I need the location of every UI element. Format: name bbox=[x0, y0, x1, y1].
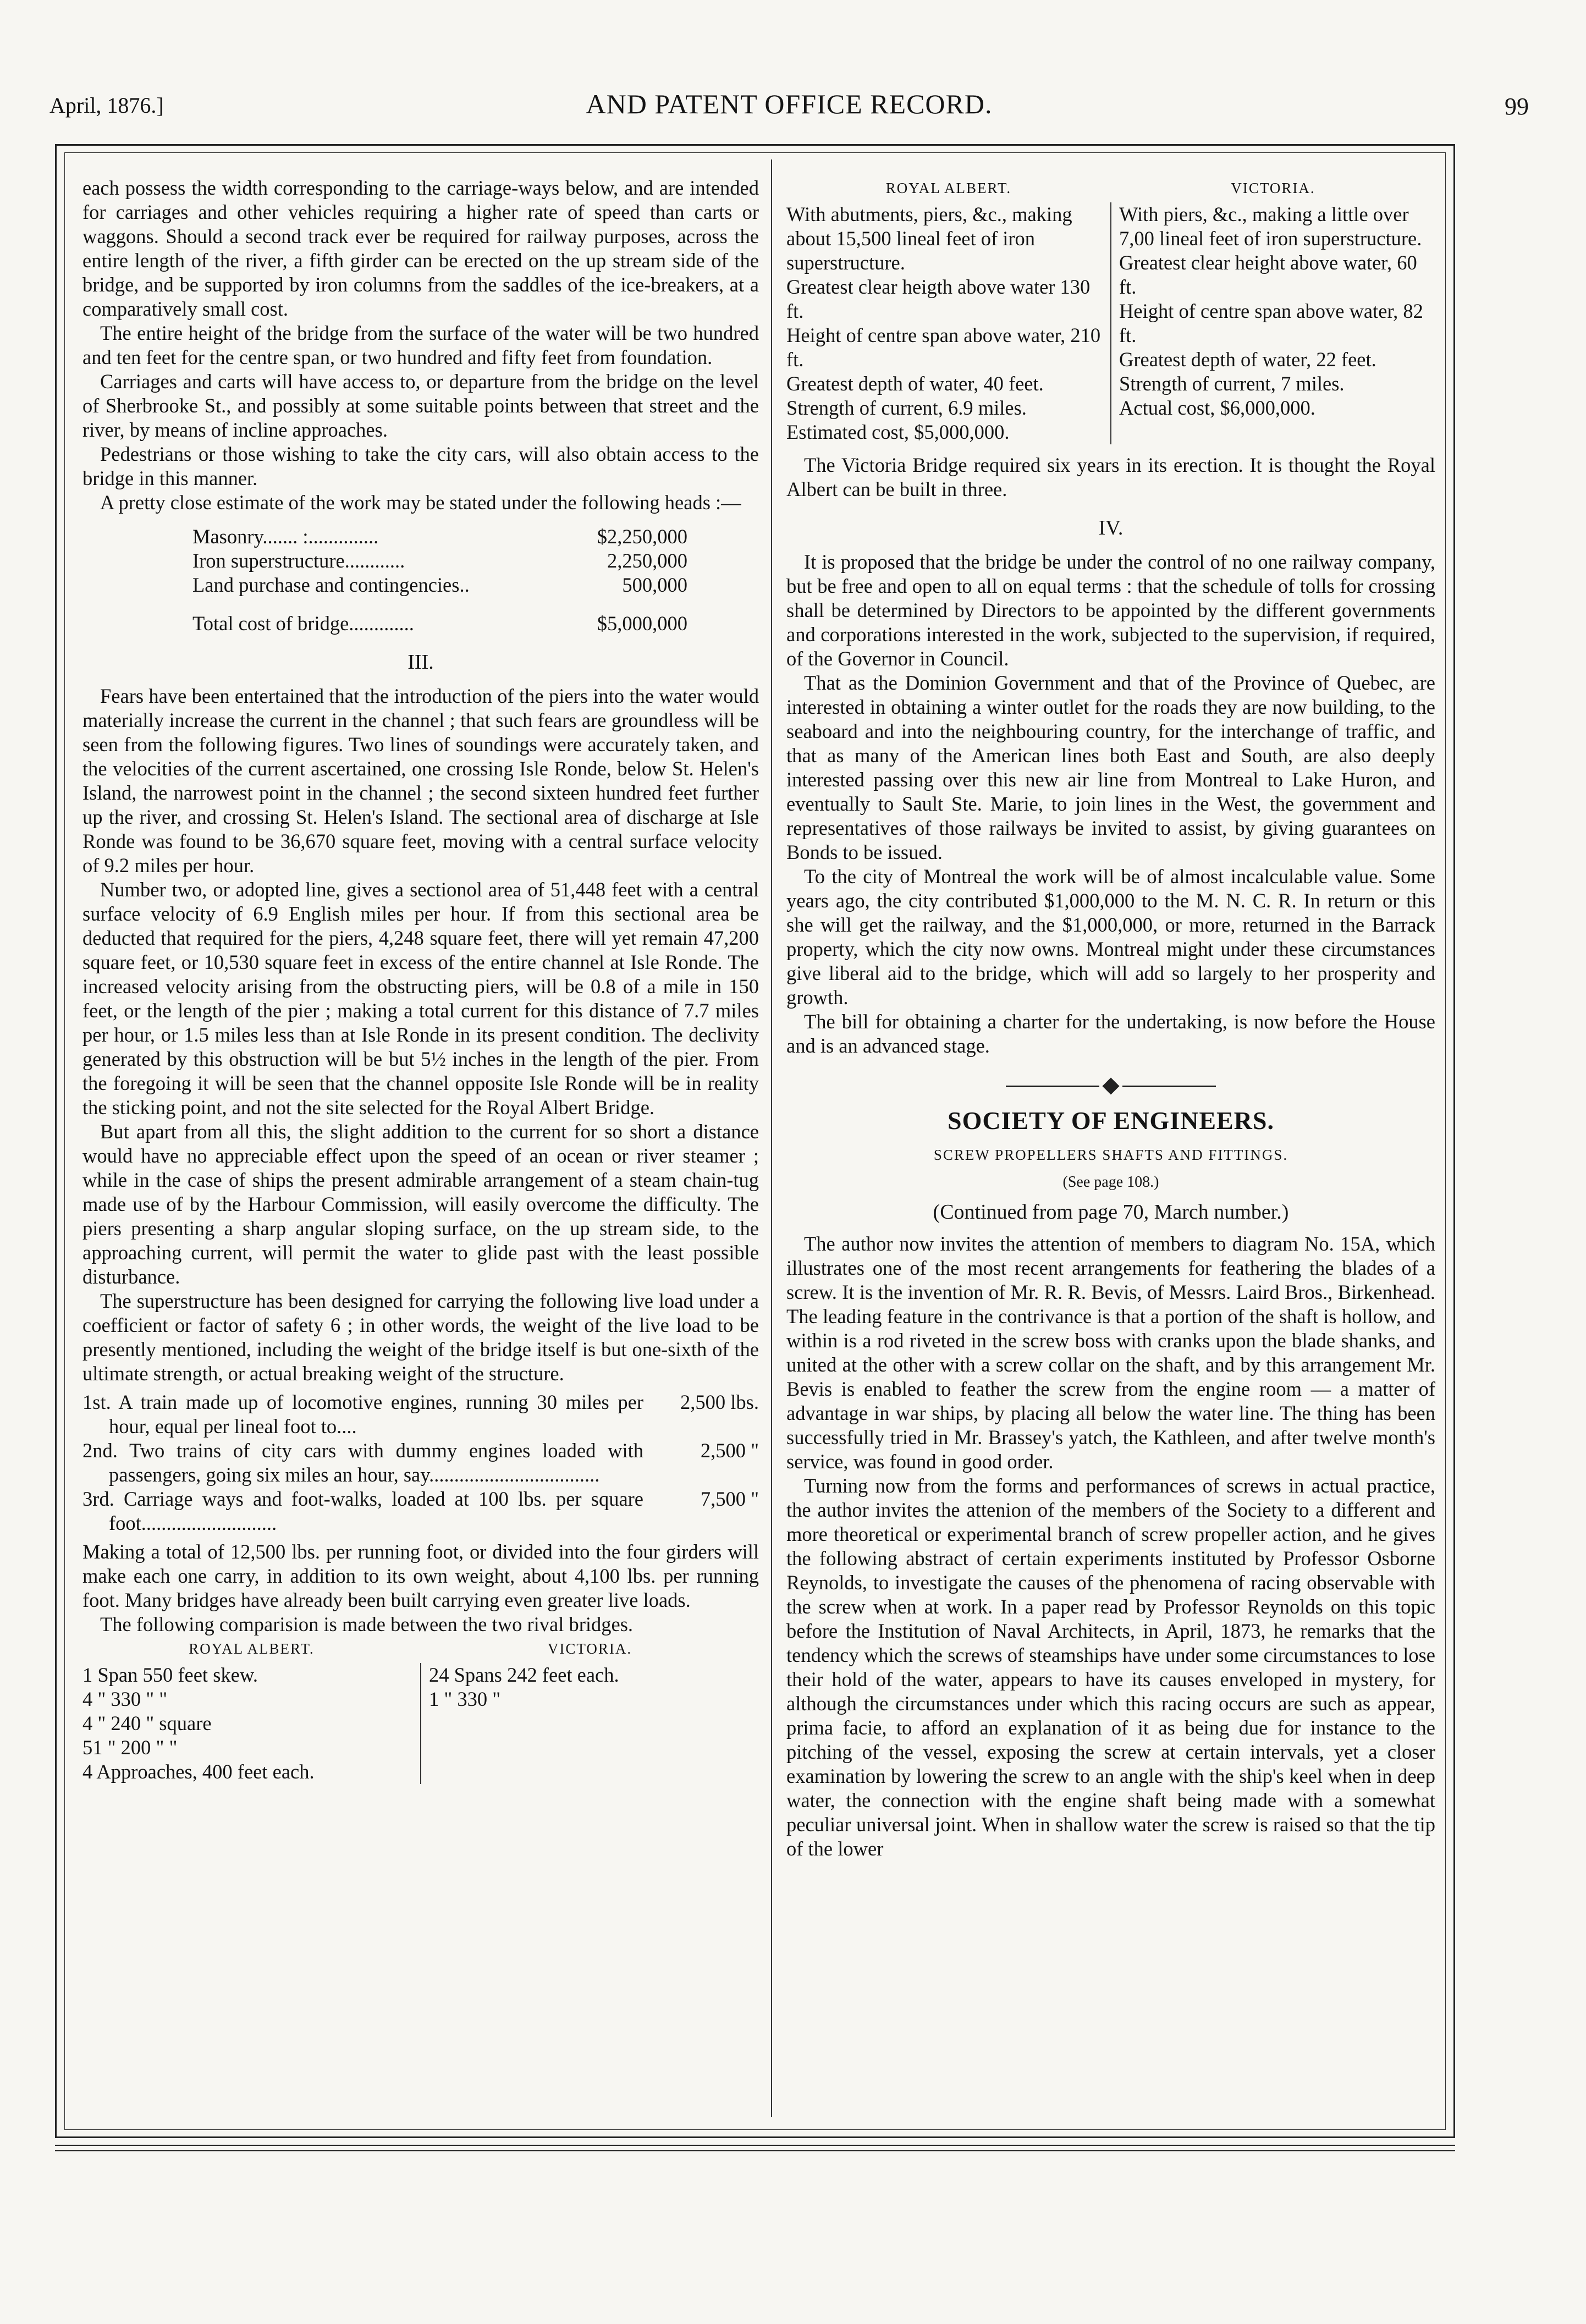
comparison-item: Strength of current, 7 miles. bbox=[1119, 372, 1345, 395]
comparison-item: Height of centre span above water, 82 ft. bbox=[1119, 300, 1423, 346]
column-divider bbox=[771, 159, 772, 2117]
section-heading: III. bbox=[407, 651, 434, 674]
paragraph: It is proposed that the bridge be under the control of no one railway company, but be free and open to all on equal terms : that the schedule of tolls for crossing shall be determined by Directors to be appointed by the different governments and corporations interested in the work, subjected to the supervision, if required, of the Governor in Council. bbox=[786, 550, 1435, 670]
bridge-comparison bbox=[786, 202, 1435, 444]
load-label: 3rd. Carriage ways and foot-walks, loaded at 100 lbs. per square foot........................... bbox=[82, 1488, 643, 1534]
cost-estimate bbox=[192, 525, 687, 636]
estimate-total-label: Total cost of bridge............. bbox=[192, 612, 414, 635]
page-number: 99 bbox=[1505, 93, 1529, 120]
estimate-label: Iron superstructure............ bbox=[192, 549, 405, 572]
load-value: 2,500 lbs. bbox=[680, 1391, 759, 1413]
paragraph: The following comparision is made between the two rival bridges. bbox=[100, 1613, 634, 1635]
load-value: 7,500 " bbox=[700, 1488, 759, 1510]
running-title: AND PATENT OFFICE RECORD. bbox=[586, 89, 993, 119]
spans-royal-albert bbox=[82, 1663, 421, 1784]
paragraph: That as the Dominion Government and that of the Province of Quebec, are interested in obtaining a winter outlet for the roads they are now building, to the seaboard and into the neighbouring country, for the interchange of traffic, and that as many of the American lines both East and South, are also deeply interested passing over this new air line from Montreal to Lake Huron, and eventually to Sault Ste. Marie, to join lines in the West, the government and representatives of those railways be invited to assist, by giving guarantees on Bonds to be issued. bbox=[786, 671, 1435, 863]
paragraph: Carriages and carts will have access to, or departure from the bridge on the level of Sherbrooke St., and possibly at some suitable points between that street and the river, by means of incline approaches. bbox=[82, 370, 759, 441]
ornament-line bbox=[1006, 1086, 1099, 1087]
spans-header-left: ROYAL ALBERT. bbox=[189, 1640, 315, 1657]
span-item: 4 " 330 " " bbox=[82, 1688, 168, 1710]
paragraph: A pretty close estimate of the work may be stated under the following heads :— bbox=[100, 491, 741, 514]
span-item: 51 " 200 " " bbox=[82, 1736, 178, 1759]
comparison-header-left: ROYAL ALBERT. bbox=[885, 180, 1012, 196]
comparison-item: Greatest clear height above water, 60 ft. bbox=[1119, 251, 1417, 298]
spans-header bbox=[82, 1637, 759, 1661]
estimate-total-value: $5,000,000 bbox=[597, 612, 687, 635]
estimate-total-row bbox=[192, 612, 687, 636]
spans-header-right: VICTORIA. bbox=[547, 1640, 632, 1657]
article-title: SOCIETY OF ENGINEERS. bbox=[947, 1106, 1274, 1135]
spans-comparison bbox=[82, 1663, 759, 1784]
span-item: 1 Span 550 feet skew. bbox=[82, 1664, 258, 1686]
issue-date: April, 1876.] bbox=[49, 93, 164, 118]
paragraph: The bill for obtaining a charter for the undertaking, is now before the House and is an advanced stage. bbox=[786, 1010, 1435, 1057]
comparison-item: Greatest clear heigth above water 130 ft. bbox=[786, 276, 1091, 322]
comparison-royal-albert bbox=[786, 202, 1111, 444]
load-item bbox=[82, 1487, 759, 1535]
estimate-label: Land purchase and contingencies.. bbox=[192, 574, 470, 596]
load-label: 1st. A train made up of locomotive engines, running 30 miles per hour, equal per lineal foot to.... bbox=[82, 1391, 643, 1438]
estimate-value: $2,250,000 bbox=[597, 525, 687, 548]
comparison-item: Height of centre span above water, 210 ft. bbox=[786, 324, 1101, 371]
comparison-item: Strength of current, 6.9 miles. bbox=[786, 396, 1027, 419]
page-header bbox=[49, 88, 1529, 137]
section-ornament bbox=[786, 1080, 1435, 1092]
left-column bbox=[82, 176, 759, 1784]
paragraph: The superstructure has been designed for carrying the following live load under a coefficient or factor of safety 6 ; in other words, the weight of the live load to be presently mentioned, including the weight of the bridge itself is but one-sixth of the ultimate strength, or actual breaking weight of the structure. bbox=[82, 1290, 759, 1385]
paragraph: each possess the width corresponding to the carriage-ways below, and are intended for carriages and other vehicles requiring a higher rate of speed than carts or waggons. Should a second track ever be required for railway purposes, across the entire length of the river, a fifth girder can be erected on the up stream side of the bridge, and be supported by iron columns from the saddles of the ice-breakers, at a comparatively small cost. bbox=[82, 177, 759, 320]
comparison-item: Estimated cost, $5,000,000. bbox=[786, 421, 1010, 443]
paragraph: Number two, or adopted line, gives a sectionol area of 51,448 feet with a central surface velocity of 6.9 English miles per hour. If from this sectional area be deducted that required for the piers, 4,248 square feet, there will yet remain 47,200 square feet, or 10,530 square feet in excess of the entire channel at Isle Ronde. The increased velocity arising from the obstructing piers, will be 0.8 of a mile in 150 feet, or the length of the pier ; making a total current for this distance of 7.7 miles per hour, or 1.5 miles less than at Isle Ronde in its present condition. The declivity generated by this obstruction will be but 5½ inches in the length of the pier. From the foregoing it will be seen that the channel opposite Isle Ronde will be in reality the sticking point, and not the site selected for the Royal Albert Bridge. bbox=[82, 878, 759, 1119]
estimate-row bbox=[192, 549, 687, 573]
paragraph: Turning now from the forms and performances of screws in actual practice, the author invites the attenion of the members of the Society to a different and more theoretical or experimental branch of screw propeller action, and he gives the following abstract of certain experiments instituted by Professor Osborne Reynolds, to investigate the causes of the phenomena of racing observable with the screw when at work. In a paper read by Professor Reynolds on this topic before the Institution of Naval Architects, in April, 1873, he remarks that the tendency which the screws of steamships have under some circumstances to lose their hold of the water, appears to have its causes enveloped in mystery, for although the circumstances under which this racing occurs are such as appear, prima facie, to afford an explanation of it as being due for instance to the pitching of the vessel, exposing the screw at certain intervals, yet a closer examination by lowering the screw to an angle with the ship's keel when in deep water, the connection with the engine shaft being made with a somewhat peculiar universal joint. When in shallow water the screw is raised so that the tip of the lower bbox=[786, 1474, 1435, 1860]
span-item: 4 Approaches, 400 feet each. bbox=[82, 1760, 315, 1783]
article-subtitle: SCREW PROPELLERS SHAFTS AND FITTINGS. bbox=[933, 1147, 1288, 1163]
paragraph: Pedestrians or those wishing to take the city cars, will also obtain access to the bridge in this manner. bbox=[82, 443, 759, 489]
live-load-list bbox=[82, 1390, 759, 1535]
estimate-label: Masonry....... :.............. bbox=[192, 525, 379, 548]
section-heading: IV. bbox=[1098, 516, 1124, 539]
estimate-row bbox=[192, 525, 687, 549]
estimate-value: 2,250,000 bbox=[607, 549, 687, 572]
page-reference: (See page 108.) bbox=[1062, 1174, 1159, 1191]
paragraph: Fears have been entertained that the introduction of the piers into the water would materially increase the current in the channel ; that such fears are groundless will be seen from the following figures. Two lines of soundings were accurately taken, and the velocities of the current ascertained, one crossing Isle Ronde, below St. Helen's Island, the narrowest point in the channel ; the second sixteen hundred feet further up the river, and crossing St. Helen's Island. The sectional area of discharge at Isle Ronde was found to be 36,670 square feet, moving with a central surface velocity of 9.2 miles per hour. bbox=[82, 685, 759, 877]
continuation-note: (Continued from page 70, March number.) bbox=[933, 1200, 1289, 1224]
paragraph: The Victoria Bridge required six years in its erection. It is thought the Royal Albert can be built in three. bbox=[786, 454, 1435, 500]
span-item: 4 " 240 " square bbox=[82, 1712, 212, 1734]
estimate-value: 500,000 bbox=[622, 574, 687, 596]
comparison-item: Actual cost, $6,000,000. bbox=[1119, 396, 1315, 419]
paragraph: But apart from all this, the slight addition to the current for so short a distance would have no appreciable effect upon the speed of an ocean or river steamer ; while in the case of ships the present admirable arrangement of a steam chain-tug made use of by the Harbour Commission, will easily overcome the difficulty. The piers presenting a sharp angular sloping surface, on the up stream side, to the approaching current, will permit the water to glide past with the least possible disturbance. bbox=[82, 1120, 759, 1288]
load-value: 2,500 " bbox=[700, 1439, 759, 1462]
load-item bbox=[82, 1390, 759, 1439]
spans-victoria bbox=[421, 1663, 759, 1784]
span-item: 1 " 330 " bbox=[429, 1688, 501, 1710]
right-column bbox=[786, 176, 1435, 1861]
load-label: 2nd. Two trains of city cars with dummy engines loaded with passengers, going six miles an hour, say.................................. bbox=[82, 1439, 643, 1486]
comparison-item: Greatest depth of water, 40 feet. bbox=[786, 372, 1044, 395]
comparison-item: With abutments, piers, &c., making about 15,500 lineal feet of iron superstructure. bbox=[786, 203, 1072, 274]
span-item: 24 Spans 242 feet each. bbox=[429, 1664, 619, 1686]
paragraph: The author now invites the attention of members to diagram No. 15A, which illustrates one of the most recent arrangements for feathering the blades of a screw. It is the invention of Mr. R. R. Bevis, of Messrs. Laird Bros., Birkenhead. The leading feature in the contrivance is that a portion of the shaft is hollow, and within is a rod riveted in the screw boss with cranks upon the blade shanks, and united at the other with a screw collar on the shaft, and by this arrangement Mr. Bevis is enabled to feather the screw from the engine room — a matter of advantage in war ships, by placing all below the water line. The thing has been successfully tried in Mr. Brassey's yatch, the Kathleen, and after twelve month's service, was found in good order. bbox=[786, 1232, 1435, 1473]
comparison-item: Greatest depth of water, 22 feet. bbox=[1119, 348, 1376, 371]
comparison-item: With piers, &c., making a little over 7,00 lineal feet of iron superstructure. bbox=[1119, 203, 1422, 250]
bottom-rule bbox=[55, 2145, 1455, 2151]
paragraph: To the city of Montreal the work will be of almost incalculable value. Some years ago, the city contributed $1,000,000 to the M. N. C. R. In return or this she will get the railway, and the $1,000,000, or more, returned in the Barrack property, which the city now owns. Montreal might under these circumstances give liberal aid to the bridge, which will add so largely to her prosperity and growth. bbox=[786, 865, 1435, 1009]
estimate-row bbox=[192, 573, 687, 597]
comparison-header-right: VICTORIA. bbox=[1231, 180, 1315, 196]
paragraph: The entire height of the bridge from the surface of the water will be two hundred and ten feet for the centre span, or two hundred and fifty feet from foundation. bbox=[82, 322, 759, 368]
bridge-comparison-header bbox=[786, 176, 1435, 200]
comparison-victoria bbox=[1111, 202, 1435, 444]
ornament-line bbox=[1122, 1086, 1216, 1087]
ornament-diamond-icon bbox=[1102, 1077, 1119, 1094]
paragraph: Making a total of 12,500 lbs. per running foot, or divided into the four girders will make each one carry, in addition to its own weight, about 4,100 lbs. per running foot. Many bridges have already been built carrying even greater live loads. bbox=[82, 1540, 759, 1611]
load-item bbox=[82, 1439, 759, 1487]
